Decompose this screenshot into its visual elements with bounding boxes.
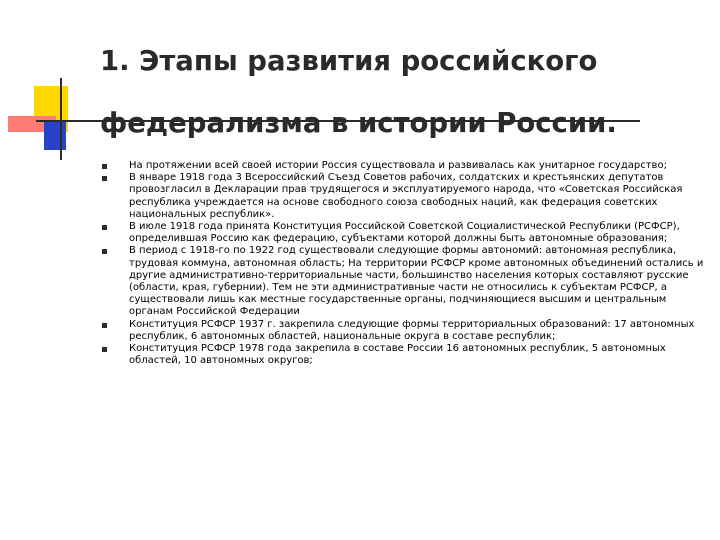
logo-vertical-line xyxy=(60,78,62,160)
logo-blue-block xyxy=(44,120,66,150)
slide-title-line-2: федерализма в истории России. xyxy=(100,107,617,139)
bullet-item: В январе 1918 года 3 Всероссийский Съезд Советов рабочих, солдатских и крестьянских депутатов провозгласил в Декларации прав трудящегося и эксплуатируемого народа, что «Советская Российская республика учреждается на основе свободного союза свободных наций, как федерация советских национальных республик». xyxy=(102,172,704,221)
bullet-list xyxy=(102,160,704,367)
bullet-item: На протяжении всей своей истории Россия существовала и развивалась как унитарное государство; xyxy=(102,160,704,172)
bullet-item: В период с 1918-го по 1922 год существовали следующие формы автономий: автономная республика, трудовая коммуна, автономная область; На территории РСФСР кроме автономных объединений остались и другие административно-территориальные части, большинство населения которых составляют русские (области, края, губернии). Тем не эти административные части не относились к субъектам РСФСР, а существовали лишь как местные государственные органы, подчиняющиеся высшим и центральным органам Российской Федерации xyxy=(102,245,704,318)
slide-title xyxy=(100,30,700,154)
slide-title-line-1: 1. Этапы развития российского xyxy=(100,45,598,77)
bullet-item: В июле 1918 года принята Конституция Российской Советской Социалистической Республики (РСФСР), определившая Россию как федерацию, субъектами которой должны быть автономные образования; xyxy=(102,221,704,245)
bullet-item: Конституция РСФСР 1937 г. закрепила следующие формы территориальных образований: 17 автономных республик, 6 автономных областей, национальные округа в составе республик; xyxy=(102,319,704,343)
bullet-item: Конституция РСФСР 1978 года закрепила в составе России 16 автономных республик, 5 автономных областей, 10 автономных округов; xyxy=(102,343,704,367)
